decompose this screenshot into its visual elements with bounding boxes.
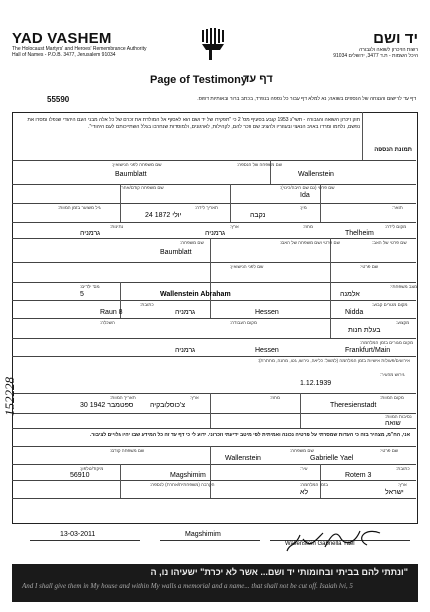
row-line <box>12 480 416 481</box>
col-line <box>230 184 231 222</box>
children-count: 5 <box>80 291 84 298</box>
col-line <box>320 464 321 498</box>
signature-date-line <box>30 540 140 541</box>
yad-vashem-logo-icon <box>200 28 226 62</box>
org-address-en <box>12 46 182 58</box>
victim-nationality: גרמניה <box>80 230 101 237</box>
row-line <box>12 203 416 204</box>
signature-name: Wallenstein Gabriella Yael <box>285 541 355 547</box>
victim-birth-country-label: ארץ: <box>230 224 239 229</box>
submitter-address: Rotem 3 <box>345 472 372 479</box>
wartime-region: Hessen <box>255 347 279 354</box>
declaration-text: אני, הח"מ, מצהיר בזה כי העדות שמסרתי על פרטיה נכונה ואמיתית לפי מיטב ידיעתי וזכרוני. ידוע לי כי דף עד זה כל המידע שבו יהיו גלויים לציבור. <box>90 432 410 438</box>
residence-city: Nidda <box>345 309 364 316</box>
marital-status: אלמנה <box>340 291 360 298</box>
wartime-city: Frankfurt/Main <box>345 347 391 354</box>
org-subtitle-en: The Holocaust Martyrs' and Heroes' Remembrance Authority <box>12 46 147 52</box>
victim-maiden-name: Baumblatt <box>115 171 147 178</box>
row-line <box>12 428 416 429</box>
victim-birthplace-label: מקום לידה: <box>385 224 407 229</box>
submitter-last-name: Wallenstein <box>225 455 261 462</box>
deportation-date: 1.12.1939 <box>300 380 332 387</box>
org-name-he: יד ושם <box>373 30 418 47</box>
victim-first-name-label: שם פרטי (גם שם חיבה/כינוי): <box>280 185 335 190</box>
victim-birthplace: Thelheim <box>345 230 374 237</box>
spouse-name: Wallenstein Abraham <box>160 291 231 298</box>
mother-name-label: שם פרטי ושם משפחה של האם: <box>280 240 340 245</box>
footer-verse-en: And I shall give them in My house and within My walls a memorial and a name... that shall not be cut off. Isaiah lvi, 5 <box>22 582 353 590</box>
row-line <box>12 393 416 394</box>
father-name-label: שם פרטי של האב: <box>372 240 407 245</box>
document-number: 55590 <box>47 95 70 104</box>
row-line <box>12 262 416 263</box>
death-circumstances-label: נסיבות המוות: <box>385 414 412 419</box>
victim-photo-label: תמונת הנספה <box>374 147 412 153</box>
submitter-first-name-label: שם פרטי: <box>380 448 399 453</box>
row-line <box>12 446 416 447</box>
wartime-residence-label: מקום מגורים בזמן המלחמה: <box>360 340 414 345</box>
handwritten-signature-icon <box>285 525 395 559</box>
row-line <box>12 356 416 357</box>
submitter-zip: 56910 <box>70 472 90 479</box>
wartime-events-label: אירועים/פעולות אישיות בזמן המלחמה (למשל: כליאה, גירוש, גטו, מחנה, מחתרת): <box>257 358 410 363</box>
wartime-country: גרמניה <box>175 347 196 354</box>
death-place-label: מקום המוות: <box>380 395 404 400</box>
victim-gender-label: מין: <box>300 205 307 210</box>
victim-birth-country: גרמניה <box>205 230 226 237</box>
during-war-label: בזמן המלחמה: <box>300 482 328 487</box>
spouse-first-name-label: שם פרטי: <box>360 264 379 269</box>
col-line <box>210 446 211 498</box>
death-circumstances: שואה <box>385 420 401 427</box>
victim-nationality-label: נתינות: <box>110 224 124 229</box>
death-place: Theresienstadt <box>330 402 377 409</box>
footer-verse-he: "ונתתי להם בביתי ובחומותי יד ושם... אשר לא יכרת" ישעיהו נו, ה <box>150 567 408 577</box>
signature-place: Magshimim <box>185 531 221 538</box>
org-subtitle-he: רשות הזיכרון לשואה ולגבורה <box>359 47 418 53</box>
deportation-label: גירוש מהעיר: <box>380 372 405 377</box>
residence-label: מקום מגורים קבוע: <box>372 302 408 307</box>
submitter-city: Magshimim <box>170 472 206 479</box>
education-label: השכלה: <box>100 320 115 325</box>
victim-first-name: Ida <box>300 192 310 199</box>
row-line <box>12 338 416 339</box>
submitter-prev-name-label: שם משפחה קודם: <box>110 448 145 453</box>
signature-place-line <box>160 540 260 541</box>
victim-prev-name-label: שם משפחה קודם/אחר: <box>120 185 164 190</box>
mother-maiden-label: שם משפחה: <box>180 240 204 245</box>
death-date-label: תאריך המוות: <box>110 395 136 400</box>
col-line <box>120 464 121 498</box>
death-country-label: ארץ: <box>190 395 199 400</box>
row-line <box>12 184 416 185</box>
residence-country: גרמניה <box>175 309 196 316</box>
org-address-line-en: Hall of Names - P.O.B. 3477, Jerusalem 91034 <box>12 52 116 58</box>
submitter-relation: לא <box>300 489 309 496</box>
col-line <box>330 238 331 338</box>
street-label: כתובת: <box>140 302 154 307</box>
residence-region: Hessen <box>255 309 279 316</box>
row-line <box>12 222 416 223</box>
row-line <box>12 498 416 499</box>
spouse-maiden-label: שם לפני הנישואין: <box>230 264 264 269</box>
victim-birth-region-label: מחוז: <box>303 224 313 229</box>
victim-last-name: Wallenstein <box>298 171 334 178</box>
col-line <box>210 238 211 318</box>
legal-notice: חוק זיכרון השואה והגבורה - תשי"ג 1953 קובע בסעיף מס' 2 כי "תפקידו של יד ושם הוא לאסוף אל המולדת את זכרם של כל אלה מבני העם היהודי שנפלו ומסרו את נפשם, נלחמו ומרדו באויב הנאצי ובעוזריו ולהציב שם וזכר להם, לקהילות, לארגונים, ולמוסדות שנחרבו בגלל השתייכותם לעם היהודי". <box>27 117 360 130</box>
org-address-line-he: היכל השמות - ת.ד 3477, ירושלים 91034 <box>333 53 418 59</box>
submitter-relation-label: הקרבה (משפחתית/אחרת) לנספה: <box>150 482 215 487</box>
org-name-en: YAD VASHEM <box>12 30 112 47</box>
row-line <box>12 282 416 283</box>
submitter-zip-label: מיקוד/טלפון: <box>80 466 104 471</box>
submitter-country-label: ארץ: <box>398 482 407 487</box>
submitter-last-name-label: שם משפחה: <box>290 448 314 453</box>
form-title-en: Page of Testimony <box>150 74 247 86</box>
submitter-first-name: Gabrielle Yael <box>310 455 354 462</box>
victim-title-label: תואר: <box>392 205 403 210</box>
col-line <box>300 393 301 428</box>
victim-gender: נקבה <box>250 212 266 219</box>
row-line <box>12 160 416 161</box>
submitter-address-label: כתובת: <box>396 466 410 471</box>
marital-status-label: מצב משפחתי: <box>390 284 418 289</box>
residence-street: Raun 8 <box>100 309 123 316</box>
photo-divider <box>362 112 363 160</box>
row-line <box>12 300 416 301</box>
death-date: 30 ספטמבר 1942 <box>80 402 134 409</box>
mother-maiden-name: Baumblatt <box>160 249 192 256</box>
submitter-city-label: עיר: <box>300 466 308 471</box>
form-title-he: דף עד <box>243 73 273 85</box>
row-line <box>12 413 416 414</box>
death-country: צ'כוסלובקיה <box>150 402 186 409</box>
victim-last-name-label: שם משפחה של הנספה: <box>236 162 282 167</box>
victim-age-label: גיל משוער בזמן המוות: <box>58 205 101 210</box>
submitter-country: ישראל <box>385 489 404 496</box>
archive-stamp-number: 152228 <box>2 377 17 416</box>
signature-date: 13-03-2011 <box>60 531 96 538</box>
children-count-label: מס' ילדים: <box>80 284 100 289</box>
victim-maiden-name-label: שם משפחה לפני הנישואין: <box>112 162 162 167</box>
profession-label: מקצוע: <box>396 320 410 325</box>
death-region-label: מחוז: <box>270 395 280 400</box>
work-place-label: מקום העבודה: <box>230 320 257 325</box>
victim-dob: 24 יולי 1872 <box>145 212 182 219</box>
col-line <box>210 393 211 428</box>
org-address-he <box>268 47 418 59</box>
row-line <box>12 318 416 319</box>
victim-dob-label: תאריך לידה: <box>195 205 219 210</box>
row-line <box>12 464 416 465</box>
form-intro: דף עד לרישום והנצחה של הנספים בשואה; נא למלא דף עבור כל נספה בנפרד, בכתב ברור ובאותיות דפוס. <box>197 96 416 102</box>
profession: בעלת חנות <box>348 327 381 334</box>
row-line <box>12 238 416 239</box>
